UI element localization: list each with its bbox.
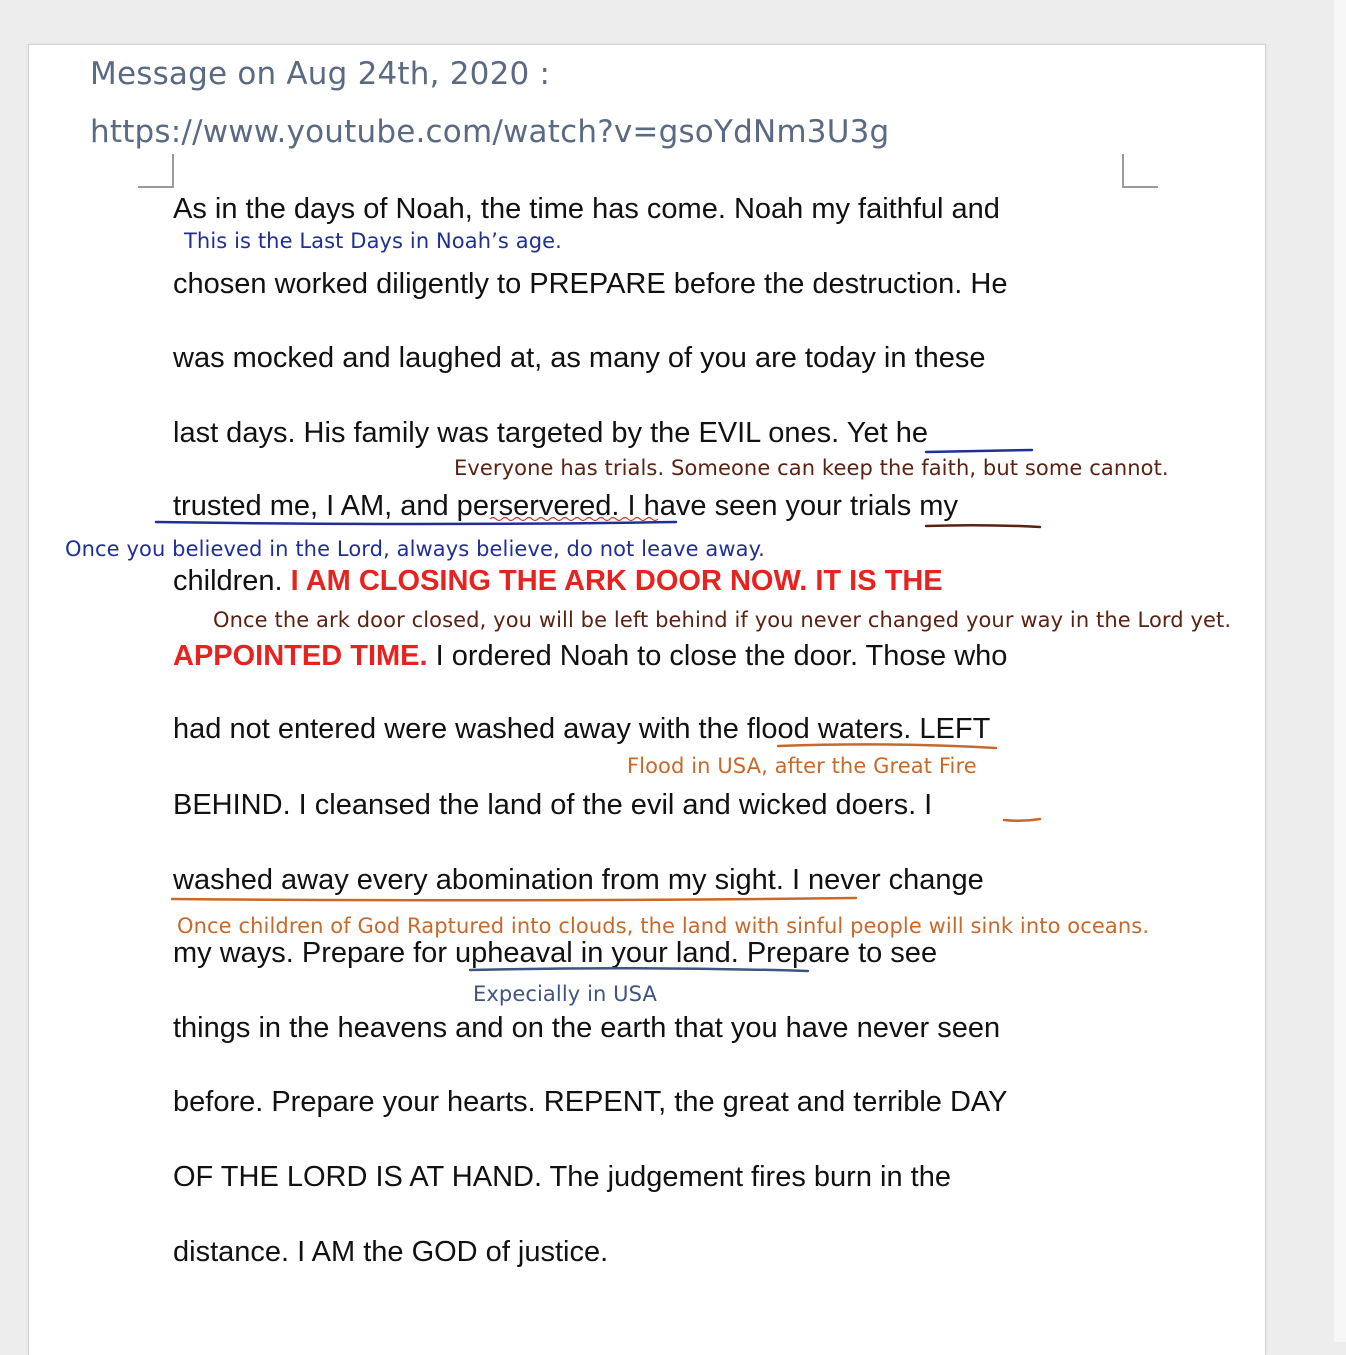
body-line-2: chosen worked diligently to PREPARE before the destruction. He bbox=[173, 268, 1008, 300]
annotation-last-days: This is the Last Days in Noah’s age. bbox=[184, 229, 562, 253]
body-line-12: things in the heavens and on the earth that you have never seen bbox=[173, 1012, 1001, 1044]
body-line-13: before. Prepare your hearts. REPENT, the great and terrible DAY bbox=[173, 1086, 1008, 1118]
right-margin-crop-mark bbox=[1122, 154, 1158, 188]
annotation-believe: Once you believed in the Lord, always believe, do not leave away. bbox=[65, 537, 765, 561]
appointed-time-emphasis: APPOINTED TIME. bbox=[173, 640, 428, 672]
body-line-15: distance. I AM the GOD of justice. bbox=[173, 1236, 609, 1268]
body-line-7-plain: I ordered Noah to close the door. Those who bbox=[427, 640, 1008, 672]
body-line-14: OF THE LORD IS AT HAND. The judgement fires burn in the bbox=[173, 1161, 951, 1193]
body-line-10: washed away every abomination from my sight. I never change bbox=[173, 864, 984, 896]
left-margin-crop-mark bbox=[138, 154, 174, 188]
annotation-flood: Flood in USA, after the Great Fire bbox=[627, 754, 977, 778]
body-line-1: As in the days of Noah, the time has come. Noah my faithful and bbox=[173, 193, 1000, 225]
message-date-title: Message on Aug 24th, 2020 : bbox=[90, 56, 551, 92]
body-line-7 bbox=[173, 639, 1007, 673]
body-line-5: trusted me, I AM, and perservered. I have seen your trials my bbox=[173, 490, 958, 522]
body-line-11: my ways. Prepare for upheaval in your land. Prepare to see bbox=[173, 937, 938, 969]
body-line-3: was mocked and laughed at, as many of you are today in these bbox=[173, 342, 986, 374]
annotation-raptured: Once children of God Raptured into clouds, the land with sinful people will sink into oceans. bbox=[177, 914, 1150, 938]
annotation-trials: Everyone has trials. Someone can keep the faith, but some cannot. bbox=[454, 456, 1169, 480]
body-line-6 bbox=[173, 564, 943, 598]
ark-door-emphasis: I AM CLOSING THE ARK DOOR NOW. IT IS THE bbox=[290, 565, 943, 597]
body-line-8: had not entered were washed away with the flood waters. LEFT bbox=[173, 713, 991, 745]
video-url-link[interactable]: https://www.youtube.com/watch?v=gsoYdNm3U3g bbox=[90, 114, 890, 150]
body-line-4: last days. His family was targeted by the EVIL ones. Yet he bbox=[173, 417, 928, 449]
body-line-6-plain: children. bbox=[173, 565, 291, 597]
body-line-9: BEHIND. I cleansed the land of the evil and wicked doers. I bbox=[173, 789, 933, 821]
annotation-especially: Expecially in USA bbox=[473, 982, 657, 1006]
window-edge bbox=[1334, 0, 1346, 1342]
annotation-ark-door: Once the ark door closed, you will be left behind if you never changed your way in the Lord yet. bbox=[213, 608, 1232, 632]
